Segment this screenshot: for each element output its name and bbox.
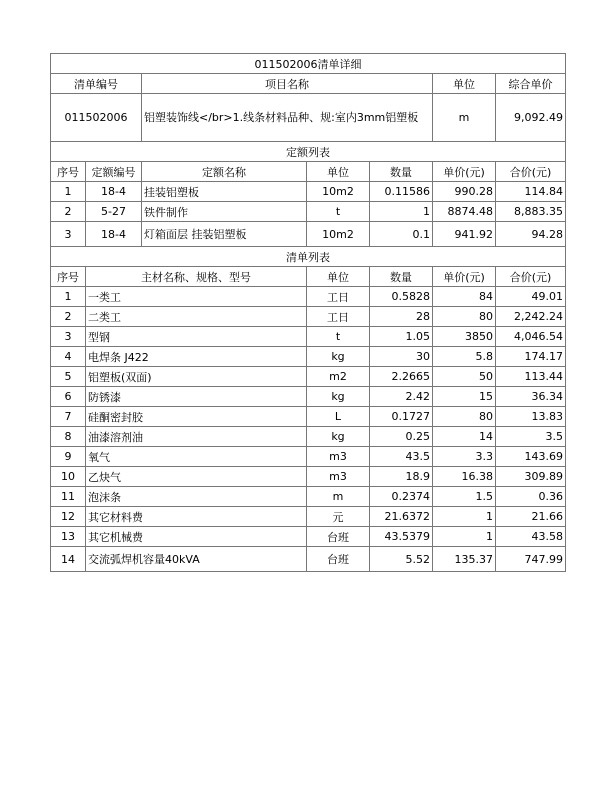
material-price: 84 <box>433 287 496 307</box>
material-total: 113.44 <box>496 367 566 387</box>
quota-qty: 1 <box>370 202 433 222</box>
material-total: 174.17 <box>496 347 566 367</box>
material-price: 15 <box>433 387 496 407</box>
material-row <box>51 327 566 347</box>
material-total: 0.36 <box>496 487 566 507</box>
material-name: 氧气 <box>86 447 307 467</box>
material-total: 13.83 <box>496 407 566 427</box>
material-name: 其它材料费 <box>86 507 307 527</box>
material-price: 80 <box>433 407 496 427</box>
code-header: 清单编号 <box>51 74 142 94</box>
material-qty: 30 <box>370 347 433 367</box>
material-row <box>51 447 566 467</box>
material-total: 21.66 <box>496 507 566 527</box>
material-total: 3.5 <box>496 427 566 447</box>
material-row <box>51 407 566 427</box>
quota-code: 5-27 <box>86 202 142 222</box>
material-unit: kg <box>307 427 370 447</box>
material-unit: 台班 <box>307 527 370 547</box>
quota-row <box>51 222 566 247</box>
material-no: 5 <box>51 367 86 387</box>
quota-unit: 10m2 <box>307 182 370 202</box>
material-no: 3 <box>51 327 86 347</box>
materials-header-qty: 数量 <box>370 267 433 287</box>
material-row <box>51 367 566 387</box>
material-price: 135.37 <box>433 547 496 572</box>
material-unit: t <box>307 327 370 347</box>
material-name: 电焊条 J422 <box>86 347 307 367</box>
quota-header-name: 定额名称 <box>142 162 307 182</box>
material-unit: 工日 <box>307 307 370 327</box>
material-qty: 0.1727 <box>370 407 433 427</box>
material-unit: 元 <box>307 507 370 527</box>
material-qty: 43.5 <box>370 447 433 467</box>
material-name: 防锈漆 <box>86 387 307 407</box>
material-no: 9 <box>51 447 86 467</box>
material-no: 13 <box>51 527 86 547</box>
quota-price: 990.28 <box>433 182 496 202</box>
item-unit: m <box>433 94 496 142</box>
material-price: 5.8 <box>433 347 496 367</box>
material-qty: 18.9 <box>370 467 433 487</box>
material-qty: 43.5379 <box>370 527 433 547</box>
quota-no: 1 <box>51 182 86 202</box>
quota-section-title: 定额列表 <box>51 142 566 162</box>
material-total: 143.69 <box>496 447 566 467</box>
name-header: 项目名称 <box>142 74 433 94</box>
quota-unit: 10m2 <box>307 222 370 247</box>
material-no: 11 <box>51 487 86 507</box>
material-total: 309.89 <box>496 467 566 487</box>
material-price: 3850 <box>433 327 496 347</box>
material-unit: L <box>307 407 370 427</box>
quota-no: 2 <box>51 202 86 222</box>
unit-header: 单位 <box>433 74 496 94</box>
material-unit: kg <box>307 387 370 407</box>
material-name: 一类工 <box>86 287 307 307</box>
material-name: 交流弧焊机容量40kVA <box>86 547 307 572</box>
quota-total: 8,883.35 <box>496 202 566 222</box>
quota-unit: t <box>307 202 370 222</box>
material-total: 43.58 <box>496 527 566 547</box>
quota-row <box>51 202 566 222</box>
material-qty: 2.2665 <box>370 367 433 387</box>
material-no: 14 <box>51 547 86 572</box>
material-qty: 0.25 <box>370 427 433 447</box>
quota-row <box>51 182 566 202</box>
page-title: 011502006清单详细 <box>51 54 566 74</box>
material-unit: 台班 <box>307 547 370 572</box>
material-no: 7 <box>51 407 86 427</box>
material-name: 型钢 <box>86 327 307 347</box>
quota-header-qty: 数量 <box>370 162 433 182</box>
quota-price: 8874.48 <box>433 202 496 222</box>
material-qty: 1.05 <box>370 327 433 347</box>
material-no: 6 <box>51 387 86 407</box>
material-total: 2,242.24 <box>496 307 566 327</box>
quota-header-code: 定额编号 <box>86 162 142 182</box>
material-total: 4,046.54 <box>496 327 566 347</box>
material-qty: 0.2374 <box>370 487 433 507</box>
material-total: 49.01 <box>496 287 566 307</box>
material-no: 1 <box>51 287 86 307</box>
material-row <box>51 467 566 487</box>
material-row <box>51 307 566 327</box>
quota-price: 941.92 <box>433 222 496 247</box>
quota-name: 挂装铝塑板 <box>142 182 307 202</box>
item-price: 9,092.49 <box>496 94 566 142</box>
material-no: 10 <box>51 467 86 487</box>
quota-code: 18-4 <box>86 182 142 202</box>
material-row <box>51 507 566 527</box>
material-row <box>51 387 566 407</box>
material-name: 铝塑板(双面) <box>86 367 307 387</box>
material-row <box>51 547 566 572</box>
quota-header-unit: 单位 <box>307 162 370 182</box>
materials-header-price: 单价(元) <box>433 267 496 287</box>
material-name: 其它机械费 <box>86 527 307 547</box>
material-name: 泡沫条 <box>86 487 307 507</box>
material-unit: 工日 <box>307 287 370 307</box>
material-qty: 28 <box>370 307 433 327</box>
material-price: 1 <box>433 527 496 547</box>
material-no: 2 <box>51 307 86 327</box>
material-no: 8 <box>51 427 86 447</box>
material-qty: 0.5828 <box>370 287 433 307</box>
materials-header-total: 合价(元) <box>496 267 566 287</box>
material-no: 4 <box>51 347 86 367</box>
material-unit: m2 <box>307 367 370 387</box>
quota-qty: 0.11586 <box>370 182 433 202</box>
quota-name: 铁件制作 <box>142 202 307 222</box>
price-header: 综合单价 <box>496 74 566 94</box>
quota-code: 18-4 <box>86 222 142 247</box>
quota-header-price: 单价(元) <box>433 162 496 182</box>
quota-header-no: 序号 <box>51 162 86 182</box>
material-name: 二类工 <box>86 307 307 327</box>
quota-total: 94.28 <box>496 222 566 247</box>
material-total: 747.99 <box>496 547 566 572</box>
material-qty: 21.6372 <box>370 507 433 527</box>
material-row <box>51 487 566 507</box>
material-qty: 2.42 <box>370 387 433 407</box>
material-qty: 5.52 <box>370 547 433 572</box>
material-price: 50 <box>433 367 496 387</box>
material-unit: kg <box>307 347 370 367</box>
material-row <box>51 287 566 307</box>
item-name: 铝塑装饰线</br>1.线条材料品种、规:室内3mm铝塑板 <box>142 94 433 142</box>
bill-detail-table <box>50 53 566 572</box>
material-total: 36.34 <box>496 387 566 407</box>
material-unit: m <box>307 487 370 507</box>
quota-no: 3 <box>51 222 86 247</box>
material-price: 80 <box>433 307 496 327</box>
material-name: 乙炔气 <box>86 467 307 487</box>
material-price: 3.3 <box>433 447 496 467</box>
material-row <box>51 347 566 367</box>
material-price: 1 <box>433 507 496 527</box>
materials-header-name: 主材名称、规格、型号 <box>86 267 307 287</box>
material-no: 12 <box>51 507 86 527</box>
item-code: 011502006 <box>51 94 142 142</box>
material-name: 油漆溶剂油 <box>86 427 307 447</box>
material-name: 硅酮密封胶 <box>86 407 307 427</box>
quota-total: 114.84 <box>496 182 566 202</box>
materials-header-no: 序号 <box>51 267 86 287</box>
material-price: 16.38 <box>433 467 496 487</box>
materials-header-unit: 单位 <box>307 267 370 287</box>
material-price: 14 <box>433 427 496 447</box>
quota-header-total: 合价(元) <box>496 162 566 182</box>
material-unit: m3 <box>307 447 370 467</box>
quota-qty: 0.1 <box>370 222 433 247</box>
material-price: 1.5 <box>433 487 496 507</box>
material-row <box>51 427 566 447</box>
quota-name: 灯箱面层 挂装铝塑板 <box>142 222 307 247</box>
material-row <box>51 527 566 547</box>
materials-section-title: 清单列表 <box>51 247 566 267</box>
material-unit: m3 <box>307 467 370 487</box>
